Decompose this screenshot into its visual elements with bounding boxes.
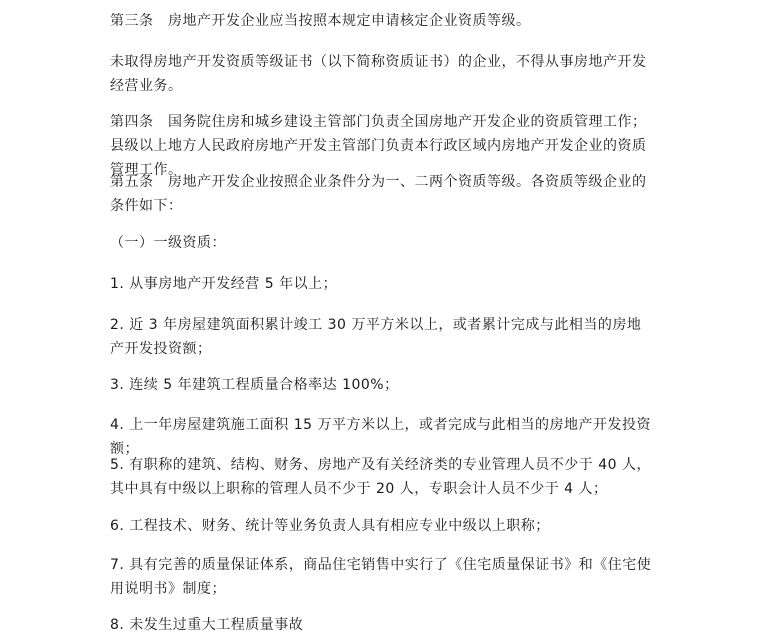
condition-7: 7. 具有完善的质量保证体系，商品住宅销售中实行了《住宅质量保证书》和《住宅使用说明书》制度； <box>110 557 652 597</box>
paragraph-no-certificate: 未取得房地产开发资质等级证书（以下简称资质证书）的企业，不得从事房地产开发经营业务。 <box>110 54 647 94</box>
condition-2: 2. 近 3 年房屋建筑面积累计竣工 30 万平方米以上，或者累计完成与此相当的房地产开发投资额； <box>110 317 642 357</box>
article-5-text: 第五条 房地产开发企业按照企业条件分为一、二两个资质等级。各资质等级企业的条件如下： <box>110 174 647 214</box>
article-4-text: 第四条 国务院住房和城乡建设主管部门负责全国房地产开发企业的资质管理工作；县级以上地方人民政府房地产开发主管部门负责本行政区域内房地产开发企业的资质管理工作。 <box>110 114 647 178</box>
condition-6: 6. 工程技术、财务、统计等业务负责人具有相应专业中级以上职称； <box>110 518 550 534</box>
condition-4: 4. 上一年房屋建筑施工面积 15 万平方米以上，或者完成与此相当的房地产开发投资额； <box>110 417 652 457</box>
condition-8: 8. 未发生过重大工程质量事故 <box>110 617 304 633</box>
condition-1: 1. 从事房地产开发经营 5 年以上； <box>110 276 338 292</box>
grade-one-heading: （一）一级资质： <box>110 235 226 251</box>
article-3-text: 第三条 房地产开发企业应当按照本规定申请核定企业资质等级。 <box>110 13 531 29</box>
condition-5: 5. 有职称的建筑、结构、财务、房地产及有关经济类的专业管理人员不少于 40 人，其中具有中级以上职称的管理人员不少于 20 人，专职会计人员不少于 4 人； <box>110 457 652 497</box>
condition-3: 3. 连续 5 年建筑工程质量合格率达 100%； <box>110 377 399 393</box>
